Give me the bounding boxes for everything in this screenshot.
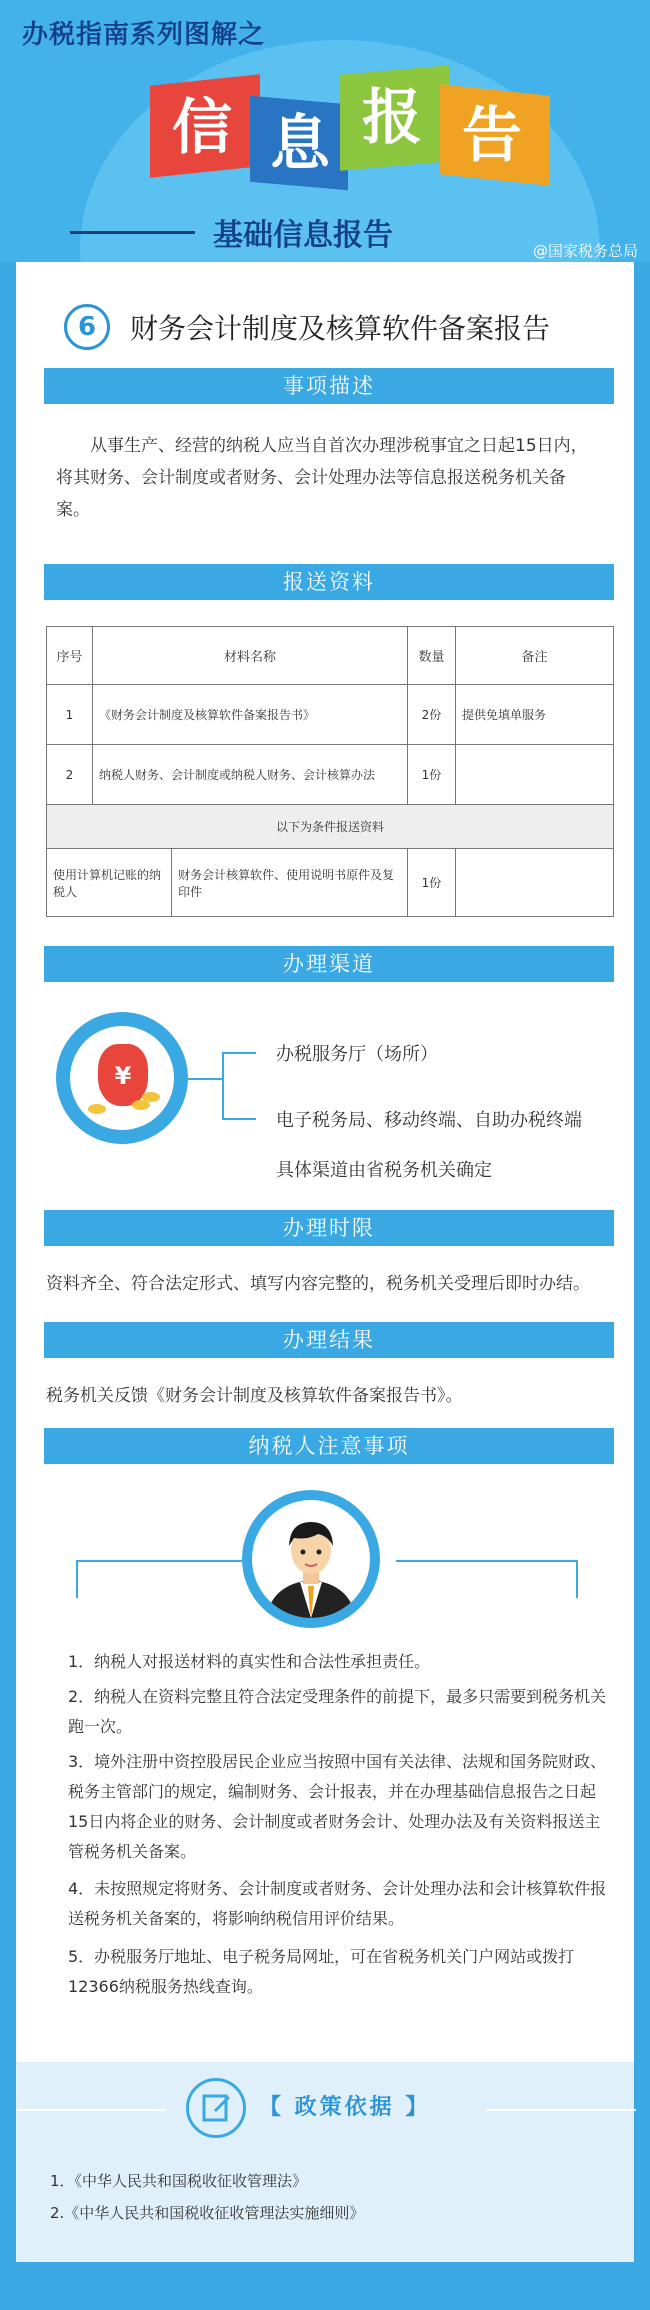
bar-time-limit: 办理时限 bbox=[44, 1210, 614, 1246]
bar-materials: 报送资料 bbox=[44, 564, 614, 600]
table-cell-note bbox=[456, 849, 614, 917]
divider-line-left-vertical bbox=[76, 1560, 78, 1598]
table-header: 序号 bbox=[47, 627, 93, 685]
divider-line-right bbox=[396, 1560, 578, 1562]
channel-item-electronic: 电子税务局、移动终端、自助办税终端 bbox=[276, 1110, 582, 1131]
sub-title: 基础信息报告 bbox=[213, 218, 393, 253]
note-item: 5．办税服务厅地址、电子税务局网址，可在省税务机关门户网站或拨打12366纳税服务热线查询。 bbox=[68, 1947, 575, 1996]
bracket-line bbox=[188, 1078, 222, 1080]
table-subheader-row bbox=[47, 805, 614, 849]
note-item: 4．未按照规定将财务、会计制度或者财务、会计处理办法和会计核算软件报送税务机关备案的，将影响纳税信用评价结果。 bbox=[68, 1879, 607, 1928]
table-header: 数量 bbox=[408, 627, 456, 685]
note-item: 2．纳税人在资料完整且符合法定受理条件的前提下，最多只需要到税务机关跑一次。 bbox=[68, 1687, 607, 1736]
table-cell-no: 2 bbox=[47, 745, 93, 805]
person-icon-inner bbox=[252, 1500, 370, 1618]
policy-item: 1．《中华人民共和国税收征收管理法》 bbox=[50, 2172, 308, 2190]
big-title bbox=[150, 70, 550, 180]
edit-document-icon bbox=[186, 2078, 246, 2138]
bar-notes: 纳税人注意事项 bbox=[44, 1428, 614, 1464]
materials-table bbox=[46, 626, 614, 917]
channel-item-hall: 办税服务厅（场所） bbox=[276, 1044, 438, 1065]
bar-result: 办理结果 bbox=[44, 1322, 614, 1358]
big-title-char-4: 告 bbox=[462, 101, 522, 171]
bar-channel: 办理渠道 bbox=[44, 946, 614, 982]
person-icon bbox=[242, 1490, 380, 1628]
note-item: 1．纳税人对报送材料的真实性和合法性承担责任。 bbox=[68, 1652, 431, 1671]
description-text: 从事生产、经营的纳税人应当自首次办理涉税事宜之日起15日内，将其财务、会计制度或者财务、会计处理办法等信息报送税务机关备案。 bbox=[56, 436, 588, 520]
big-title-char-2: 息 bbox=[270, 109, 330, 179]
result-text: 税务机关反馈《财务会计制度及核算软件备案报告书》。 bbox=[46, 1386, 463, 1406]
table-row bbox=[47, 745, 614, 805]
divider-line-left bbox=[76, 1560, 258, 1562]
policy-divider-left bbox=[16, 2109, 166, 2111]
channel-note: 具体渠道由省税务机关确定 bbox=[276, 1160, 492, 1181]
coin-icon bbox=[142, 1092, 160, 1102]
divider-line-right-vertical bbox=[576, 1560, 578, 1598]
table-row bbox=[47, 685, 614, 745]
conditional-header: 以下为条件报送资料 bbox=[47, 805, 614, 849]
bracket-line bbox=[222, 1118, 256, 1120]
table-cell-name: 《财务会计制度及核算软件备案报告书》 bbox=[93, 685, 408, 745]
table-cell-name: 纳税人财务、会计制度或纳税人财务、会计核算办法 bbox=[93, 745, 408, 805]
policy-divider-right bbox=[486, 2109, 636, 2111]
table-cell-note: 提供免填单服务 bbox=[456, 685, 614, 745]
table-cell-no: 1 bbox=[47, 685, 93, 745]
policy-item: 2.《中华人民共和国税收征收管理法实施细则》 bbox=[50, 2204, 365, 2222]
table-cell-qty: 2份 bbox=[408, 685, 456, 745]
section-heading bbox=[16, 262, 634, 350]
table-cell-qty: 1份 bbox=[408, 849, 456, 917]
coin-icon bbox=[88, 1104, 106, 1114]
table-row bbox=[47, 849, 614, 917]
policy-title: 【 政策依据 】 bbox=[259, 2095, 431, 2120]
table-cell-condition: 使用计算机记账的纳税人 bbox=[47, 849, 172, 917]
businessman-icon bbox=[252, 1500, 370, 1618]
money-bag-icon bbox=[56, 1012, 188, 1144]
money-bag-icon-inner bbox=[70, 1026, 174, 1130]
table-header: 备注 bbox=[456, 627, 614, 685]
time-limit-text: 资料齐全、符合法定形式、填写内容完整的，税务机关受理后即时办结。 bbox=[46, 1274, 590, 1294]
yuan-symbol: ¥ bbox=[114, 1062, 132, 1090]
table-header-row bbox=[47, 627, 614, 685]
section-number-badge: 6 bbox=[64, 304, 110, 350]
weibo-handle: @国家税务总局 bbox=[532, 242, 638, 260]
table-cell-qty: 1份 bbox=[408, 745, 456, 805]
table-cell-name: 财务会计核算软件、使用说明书原件及复印件 bbox=[172, 849, 408, 917]
bracket-line bbox=[222, 1052, 224, 1118]
sub-title-row bbox=[70, 210, 393, 254]
table-header: 材料名称 bbox=[93, 627, 408, 685]
bag-shape bbox=[98, 1044, 148, 1106]
bracket-line bbox=[222, 1052, 256, 1054]
big-title-char-3: 报 bbox=[362, 83, 422, 153]
policy-section bbox=[16, 2062, 634, 2262]
header-banner bbox=[0, 0, 650, 262]
series-title: 办税指南系列图解之 bbox=[22, 20, 266, 50]
content-card bbox=[16, 262, 634, 2062]
note-item: 3．境外注册中资控股居民企业应当按照中国有关法律、法规和国务院财政、税务主管部门的规定，编制财务、会计报表，并在办理基础信息报告之日起15日内将企业的财务、会计制度或者财务会计、处理办法及有关资料报送主管税务机关备案。 bbox=[68, 1752, 607, 1861]
table-cell-note bbox=[456, 745, 614, 805]
big-title-char-1: 信 bbox=[172, 93, 232, 163]
sub-title-line bbox=[70, 231, 195, 234]
bar-description: 事项描述 bbox=[44, 368, 614, 404]
section-title: 财务会计制度及核算软件备案报告 bbox=[130, 312, 551, 345]
